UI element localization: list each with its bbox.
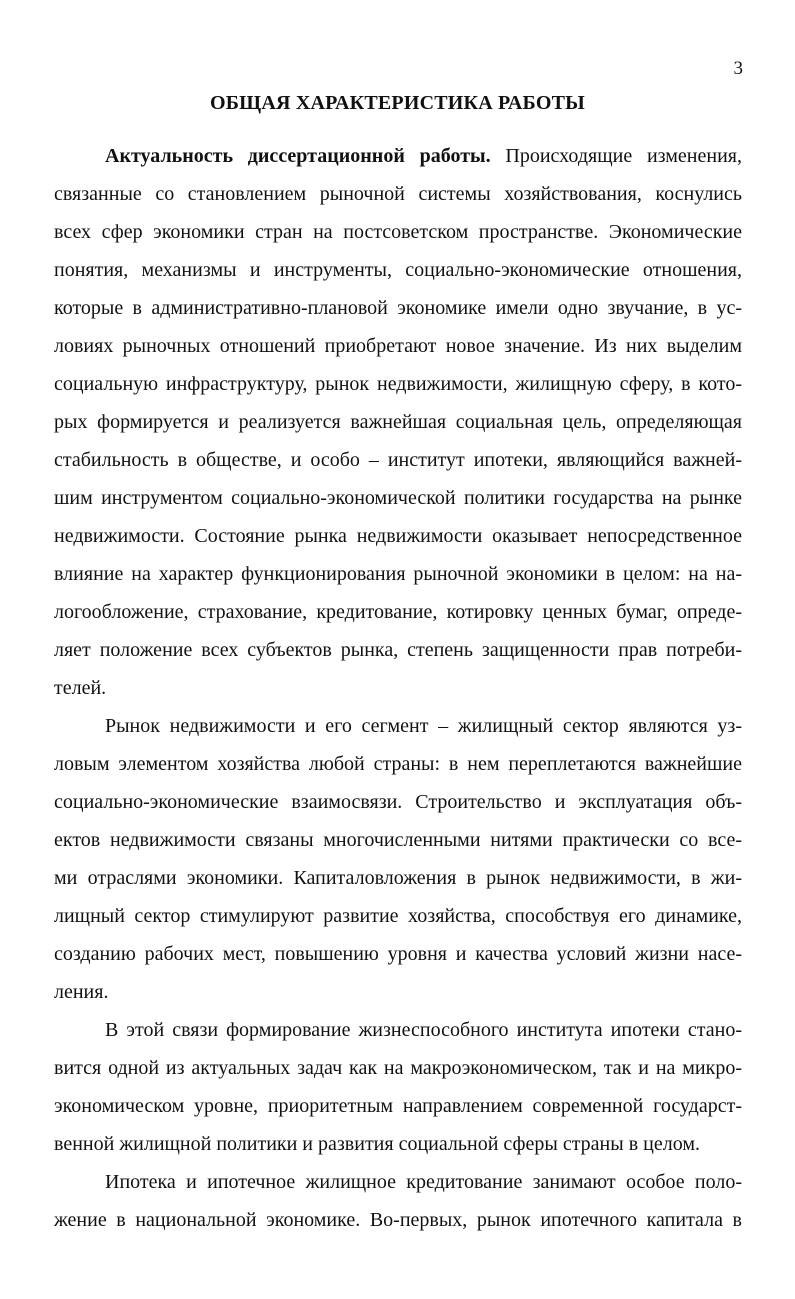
section-title: ОБЩАЯ ХАРАКТЕРИСТИКА РАБОТЫ xyxy=(210,92,585,114)
text-line: ми отраслями экономики. Капиталовложения в рынок недвижимости, в жи- xyxy=(54,867,742,889)
text-line: социально-экономические взаимосвязи. Строительство и эксплуатация объ- xyxy=(54,791,742,813)
text-line: понятия, механизмы и инструменты, социально-экономические отношения, xyxy=(54,259,742,281)
text-line: Актуальность диссертационной работы. Происходящие изменения, xyxy=(105,145,742,167)
text-line: Ипотека и ипотечное жилищное кредитование занимают особое поло- xyxy=(105,1171,742,1193)
paragraph-lead: Актуальность диссертационной работы. xyxy=(105,145,491,167)
text-line: ектов недвижимости связаны многочисленными нитями практически со все- xyxy=(54,829,742,851)
text-line: телей. xyxy=(54,677,107,699)
text-line: которые в административно-плановой экономике имели одно звучание, в ус- xyxy=(54,297,742,319)
text-line: жение в национальной экономике. Во-первых, рынок ипотечного капитала в xyxy=(54,1209,742,1231)
text-line: созданию рабочих мест, повышению уровня и качества условий жизни насе- xyxy=(54,943,742,965)
paragraph-mortgage-institute xyxy=(54,1011,742,1163)
document-body xyxy=(54,137,742,1239)
text-line: ловиях рыночных отношений приобретают новое значение. Из них выделим xyxy=(54,335,742,357)
text-line: шим инструментом социально-экономической политики государства на рынке xyxy=(54,487,742,509)
text-line: рых формируется и реализуется важнейшая социальная цель, определяющая xyxy=(54,411,742,433)
text-line: влияние на характер функционирования рыночной экономики в целом: на на- xyxy=(54,563,742,585)
page-number: 3 xyxy=(733,58,743,79)
text-line: логообложение, страхование, кредитование, котировку ценных бумаг, опреде- xyxy=(54,601,742,623)
text-line: ловым элементом хозяйства любой страны: в нем переплетаются важнейшие xyxy=(54,753,742,775)
text-line: недвижимости. Состояние рынка недвижимости оказывает непосредственное xyxy=(54,525,742,547)
text-line: стабильность в обществе, и особо – институт ипотеки, являющийся важней- xyxy=(54,449,742,471)
text-line: В этой связи формирование жизнеспособного института ипотеки стано- xyxy=(105,1019,742,1041)
paragraph-mortgage-lending xyxy=(54,1163,742,1239)
text-line: Рынок недвижимости и его сегмент – жилищный сектор являются уз- xyxy=(105,715,742,737)
text-line: социальную инфраструктуру, рынок недвижимости, жилищную сферу, в кото- xyxy=(54,373,742,395)
text-line: экономическом уровне, приоритетным направлением современной государст- xyxy=(54,1095,742,1117)
text-line: всех сфер экономики стран на постсоветском пространстве. Экономические xyxy=(54,221,742,243)
text-line: ления. xyxy=(54,981,109,1003)
text-line: лищный сектор стимулируют развитие хозяйства, способствуя его динамике, xyxy=(54,905,742,927)
text-line: ляет положение всех субъектов рынка, степень защищенности прав потреби- xyxy=(54,639,742,661)
paragraph-real-estate-market xyxy=(54,707,742,1011)
text-line: связанные со становлением рыночной системы хозяйствования, коснулись xyxy=(54,183,742,205)
paragraph-relevance xyxy=(54,137,742,707)
text-line: вится одной из актуальных задач как на макроэкономическом, так и на микро- xyxy=(54,1057,742,1079)
text-line: венной жилищной политики и развития социальной сферы страны в целом. xyxy=(54,1133,700,1155)
